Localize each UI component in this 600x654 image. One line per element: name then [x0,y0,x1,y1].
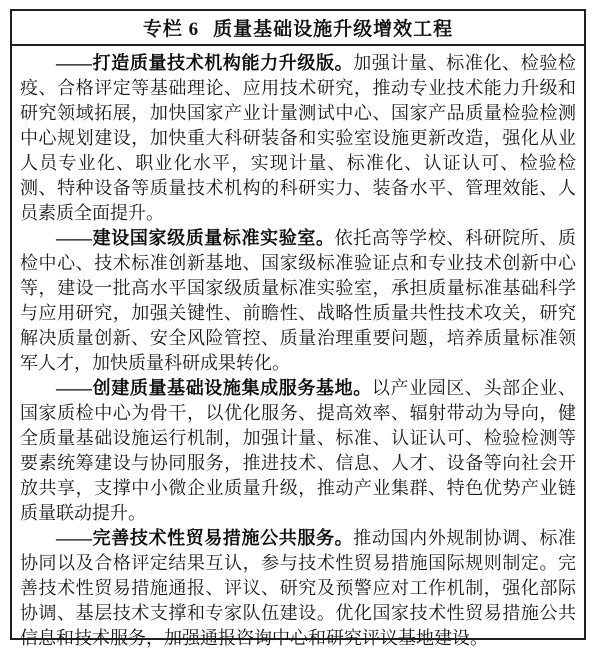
paragraph-4 [20,526,576,651]
column-title [12,11,584,46]
paragraph-3 [20,376,576,526]
paragraph-2-text: 依托高等学校、科研院所、质检中心、技术标准创新基地、国家级标准验证点和专业技术创新中心等，建设一批高水平国家级质量标准实验室，承担质量标准基础科学与应用研究，加强关键性、前瞻性、战略性质量共性技术攻关，研究解决质量创新、安全风险管控、质量治理重要问题，培养质量标准领军人才，加快质量科研成果转化。 [20,228,577,373]
column-box [10,9,586,648]
paragraph-1-text: 加强计量、标准化、检验检疫、合格评定等基础理论、应用技术研究，推动专业技术能力升级和研究领域拓展，加快国家产业计量测试中心、国家产品质量检验检测中心规划建设，加快重大科研装备和实验室设施更新改造，强化从业人员专业化、职业化水平，实现计量、标准化、认证认可、检验检测、特种设备等质量技术机构的科研实力、装备水平、管理效能、人员素质全面提升。 [20,53,577,223]
column-title-label: 专栏 6 [142,19,200,40]
paragraph-2 [20,226,576,376]
column-body [12,46,584,651]
paragraph-1 [20,51,576,226]
paragraph-4-text: 推动国内外规制协调、标准协同以及合格评定结果互认，参与技术性贸易措施国际规则制定。完善技术性贸易措施通报、评议、研究及预警应对工作机制，强化部际协调、基层技术支撑和专家队伍建设。优化国家技术性贸易措施公共信息和技术服务，加强通报咨询中心和研究评议基地建设。 [20,528,577,648]
paragraph-3-text: 以产业园区、头部企业、国家质检中心为骨干，以优化服务、提高效率、辐射带动为导向，健全质量基础设施运行机制，加强计量、标准、认证认可、检验检测等要素统筹建设与协同服务，推进技术、信息、人才、设备等向社会开放共享，支撑中小微企业质量升级，推动产业集群、特色优势产业链质量联动提升。 [20,378,577,523]
paragraph-1-lead: ——打造质量技术机构能力升级版。 [56,53,354,73]
column-title-name: 质量基础设施升级增效工程 [213,19,454,40]
paragraph-3-lead: ——创建质量基础设施集成服务基地。 [56,378,372,398]
paragraph-4-lead: ——完善技术性贸易措施公共服务。 [56,528,354,548]
paragraph-2-lead: ——建设国家级质量标准实验室。 [56,228,335,248]
